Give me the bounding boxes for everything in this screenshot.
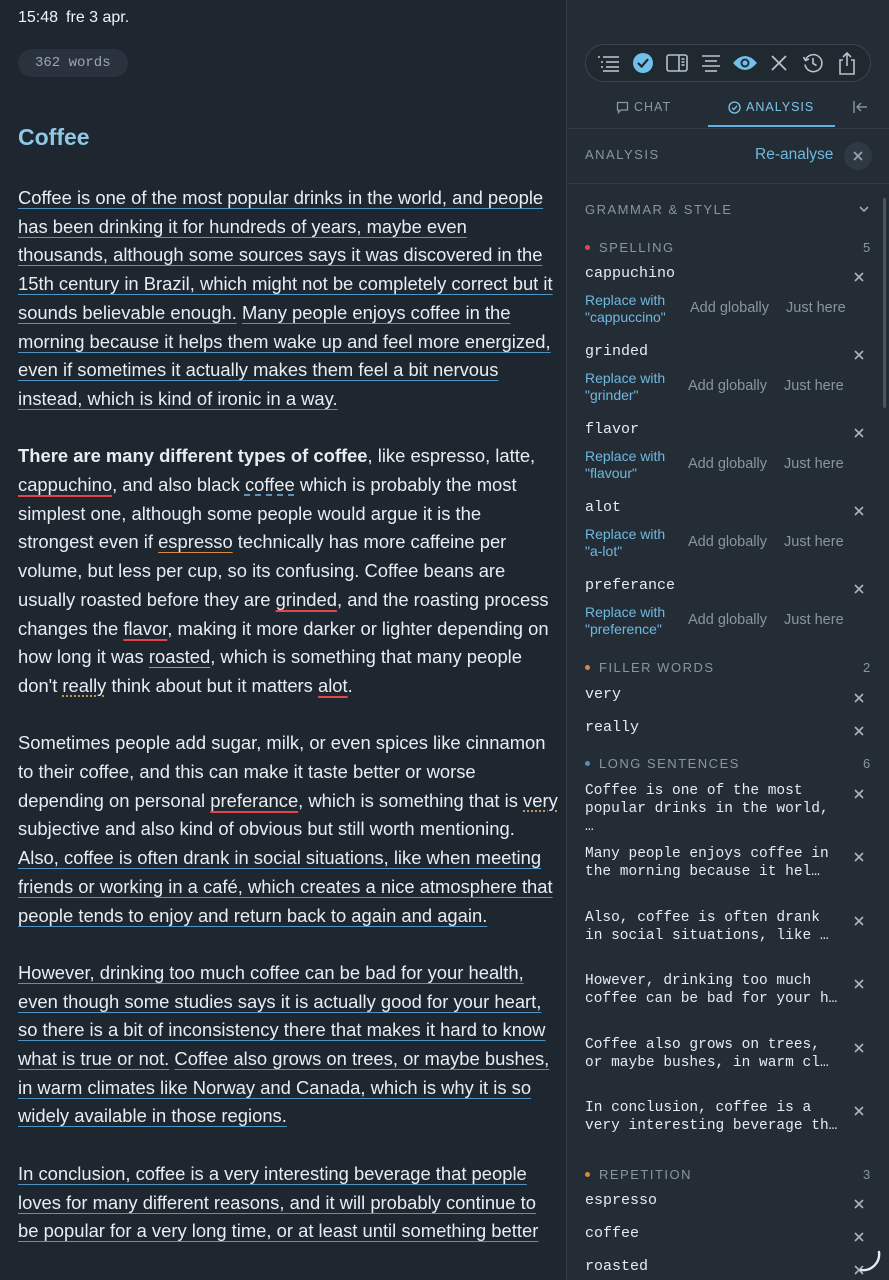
repeated-word: roasted <box>585 1258 649 1275</box>
category-label: FILLER WORDS <box>599 660 715 675</box>
repeated-word: coffee <box>585 1225 640 1242</box>
category-repetition[interactable] <box>585 1167 692 1182</box>
scrollbar[interactable] <box>883 198 886 408</box>
paragraph[interactable] <box>18 959 558 1131</box>
long-sentence[interactable]: However, drinking too much coffee can be bad for your health, even though some studies says it is actually good for your heart, so there is a bit of inconsistency there that makes it hard to know what is true or not. <box>18 961 546 1070</box>
history-button[interactable] <box>800 50 826 76</box>
check-circle-icon <box>728 101 741 114</box>
category-count: 6 <box>863 756 871 771</box>
dismiss-icon[interactable] <box>852 426 866 440</box>
category-label: LONG SENTENCES <box>599 756 740 771</box>
align-center-icon <box>701 54 721 72</box>
category-dot <box>585 665 590 670</box>
word-count-badge: 362 words <box>18 49 128 77</box>
just-here-button[interactable]: Just here <box>784 456 844 472</box>
long-sentence-item[interactable]: Coffee is one of the most popular drinks in the world, … <box>585 783 829 835</box>
spelling-issue[interactable]: alot <box>317 674 348 696</box>
dismiss-icon[interactable] <box>852 914 866 928</box>
spelling-issue[interactable]: cappuchino <box>18 474 113 496</box>
divider <box>567 183 889 184</box>
category-spelling[interactable] <box>585 240 675 255</box>
category-label: SPELLING <box>599 240 675 255</box>
share-button[interactable] <box>834 50 860 76</box>
spelling-issue[interactable]: preferance <box>210 789 299 811</box>
just-here-button[interactable]: Just here <box>784 534 844 550</box>
paragraph[interactable] <box>18 184 558 414</box>
text-run: think about but it matters <box>106 674 318 696</box>
just-here-button[interactable]: Just here <box>786 300 846 316</box>
long-sentence[interactable]: In conclusion, coffee is a very interesting beverage that people loves for many different reasons, and it will probably continue to be popular for a very long time, or at least until something better <box>18 1162 539 1242</box>
dismiss-icon[interactable] <box>852 850 866 864</box>
flagged-word: cappuchino <box>585 265 676 282</box>
reanalyse-button[interactable]: Re-analyse <box>755 146 834 163</box>
status-time: 15:48 <box>18 9 59 26</box>
toolbar <box>585 44 871 82</box>
dismiss-icon[interactable] <box>852 1104 866 1118</box>
outline-icon <box>597 54 621 72</box>
tab-chat[interactable] <box>616 100 671 114</box>
replace-suggestion-button[interactable]: Replace with "a-lot" <box>585 526 666 559</box>
flagged-word: alot <box>585 499 622 516</box>
text-run[interactable]: roasted <box>148 646 211 668</box>
paragraph[interactable] <box>18 729 558 930</box>
repeated-word: espresso <box>585 1192 658 1209</box>
collapse-panel-button[interactable] <box>852 100 868 119</box>
close-analysis-button[interactable] <box>844 142 872 170</box>
replace-suggestion-button[interactable]: Replace with "flavour" <box>585 448 666 481</box>
sidebar-icon <box>666 54 688 72</box>
long-sentence[interactable]: Coffee also grows on trees, or maybe bushes, in warm climates like Norway and Canada, which is why it is so widely available in those regions. <box>18 1048 550 1127</box>
just-here-button[interactable]: Just here <box>784 378 844 394</box>
preview-button[interactable] <box>732 50 758 76</box>
just-here-button[interactable]: Just here <box>784 612 844 628</box>
flagged-word: preferance <box>585 577 676 594</box>
paragraph[interactable] <box>18 1160 558 1246</box>
status-time-date <box>18 9 129 27</box>
text-run: , and also black <box>112 474 245 496</box>
tab-chat-label: CHAT <box>634 100 672 114</box>
text-run: , which is something that is <box>298 789 524 811</box>
share-icon <box>837 51 857 75</box>
category-dot <box>585 1172 590 1177</box>
text-run: , and the roasting process changes the <box>18 588 549 639</box>
category-count: 3 <box>863 1167 871 1182</box>
dismiss-icon[interactable] <box>852 582 866 596</box>
chevron-down-icon[interactable] <box>858 203 870 215</box>
align-button[interactable] <box>698 50 724 76</box>
close-icon <box>770 54 788 72</box>
text-run[interactable]: really <box>62 674 107 696</box>
long-sentence-item[interactable]: Many people enjoys coffee in the morning because it hel… <box>585 846 829 881</box>
text-run: , like espresso, latte, <box>367 445 536 467</box>
category-count: 2 <box>863 660 871 675</box>
long-sentence[interactable]: Coffee is one of the most popular drinks in the world, and people has been drinking it for hundreds of years, maybe even thousands, although some sources says it was discovered in the 15th century in Brazil, which might not be completely correct but it sounds believable enough. <box>18 187 553 323</box>
long-sentence-item[interactable]: However, drinking too much coffee can be bad for your h… <box>585 973 838 1008</box>
eye-icon <box>732 54 758 72</box>
long-sentence-item[interactable]: Coffee also grows on trees, or maybe bushes, in warm cl… <box>585 1036 829 1071</box>
tab-analysis[interactable] <box>728 100 814 114</box>
long-sentence-item[interactable]: Also, coffee is often drank in social situations, like … <box>585 909 829 944</box>
category-filler[interactable] <box>585 660 715 675</box>
clear-button[interactable] <box>766 50 792 76</box>
text-run: , which is something that many people don't <box>18 646 522 696</box>
add-globally-button[interactable]: Add globally <box>688 378 767 394</box>
status-date: fre 3 apr. <box>66 9 130 26</box>
text-run: . <box>347 674 353 696</box>
grammar-style-heading[interactable]: GRAMMAR & STYLE <box>585 202 733 217</box>
replace-suggestion-button[interactable]: Replace with "cappuccino" <box>585 292 666 325</box>
editor[interactable] <box>0 36 566 1258</box>
add-globally-button[interactable]: Add globally <box>690 300 769 316</box>
document-title[interactable]: Coffee <box>18 124 90 150</box>
dismiss-icon[interactable] <box>852 1197 866 1211</box>
text-run[interactable]: very <box>523 789 558 811</box>
dismiss-icon[interactable] <box>852 504 866 518</box>
outline-button[interactable] <box>596 50 622 76</box>
text-run: which is probably the most simplest one, although some people would argue it is the strongest even if <box>18 474 517 553</box>
dismiss-icon[interactable] <box>852 977 866 991</box>
filler-word: really <box>585 719 640 736</box>
text-run: subjective and also kind of obvious but still worth mentioning. <box>18 818 515 840</box>
check-button[interactable] <box>630 50 656 76</box>
category-long-sentences[interactable] <box>585 756 740 771</box>
replace-suggestion-button[interactable]: Replace with "preference" <box>585 604 666 637</box>
long-sentence[interactable]: Also, coffee is often drank in social situations, like when meeting friends or working in a café, which creates a nice atmosphere that people tends to enjoy and return back to again and again. <box>18 847 553 926</box>
text-run: , making it more darker or lighter depending on how long it was <box>18 617 549 668</box>
sidebar-toggle-button[interactable] <box>664 50 690 76</box>
text-run: Sometimes people add sugar, milk, or even spices like cinnamon to their coffee, and this can make it taste better or worse depending on personal <box>18 732 546 811</box>
long-sentence[interactable]: Many people enjoys coffee in the morning because it helps them wake up and feel more energized, even if sometimes it actually makes them feel a bit nervous instead, which is kind of ironic in a way. <box>18 301 551 409</box>
tab-analysis-label: ANALYSIS <box>746 100 815 114</box>
category-dot <box>585 245 590 250</box>
analysis-panel <box>566 0 889 1280</box>
analysis-heading: ANALYSIS <box>585 147 660 162</box>
divider <box>567 128 889 129</box>
collapse-left-icon <box>852 100 868 114</box>
dismiss-icon[interactable] <box>852 348 866 362</box>
dismiss-icon[interactable] <box>852 270 866 284</box>
add-globally-button[interactable]: Add globally <box>688 456 767 472</box>
panel-tabs <box>567 92 889 128</box>
active-tab-indicator <box>708 125 835 127</box>
check-circle-filled-icon <box>632 52 654 74</box>
close-icon <box>853 151 863 161</box>
history-icon <box>802 52 824 74</box>
text-run: There are many different types of coffee <box>18 445 368 467</box>
add-globally-button[interactable]: Add globally <box>688 534 767 550</box>
text-run[interactable]: espresso <box>158 531 233 553</box>
text-run[interactable]: coffee <box>244 474 295 496</box>
flagged-word: grinded <box>585 343 649 360</box>
filler-word: very <box>585 686 622 703</box>
dismiss-icon[interactable] <box>852 1041 866 1055</box>
spelling-issue[interactable]: grinded <box>275 588 337 610</box>
flagged-word: flavor <box>585 421 640 438</box>
spelling-issue[interactable]: flavor <box>123 617 168 639</box>
loading-spinner-icon <box>855 1246 883 1274</box>
replace-suggestion-button[interactable]: Replace with "grinder" <box>585 370 666 403</box>
long-sentence-item[interactable]: In conclusion, coffee is a very interesting beverage th… <box>585 1100 838 1134</box>
dismiss-icon[interactable] <box>852 724 866 738</box>
dismiss-icon[interactable] <box>852 787 866 801</box>
dismiss-icon[interactable] <box>852 1230 866 1244</box>
category-dot <box>585 761 590 766</box>
add-globally-button[interactable]: Add globally <box>688 612 767 628</box>
chat-icon <box>616 101 629 114</box>
paragraph[interactable] <box>18 442 558 700</box>
category-count: 5 <box>863 240 871 255</box>
text-run: technically has more caffeine per volume, but less per cup, so its confusing. Coffee beans are usually roasted before they are <box>18 531 507 610</box>
category-label: REPETITION <box>599 1167 693 1182</box>
dismiss-icon[interactable] <box>852 691 866 705</box>
document-body[interactable] <box>18 184 558 1258</box>
